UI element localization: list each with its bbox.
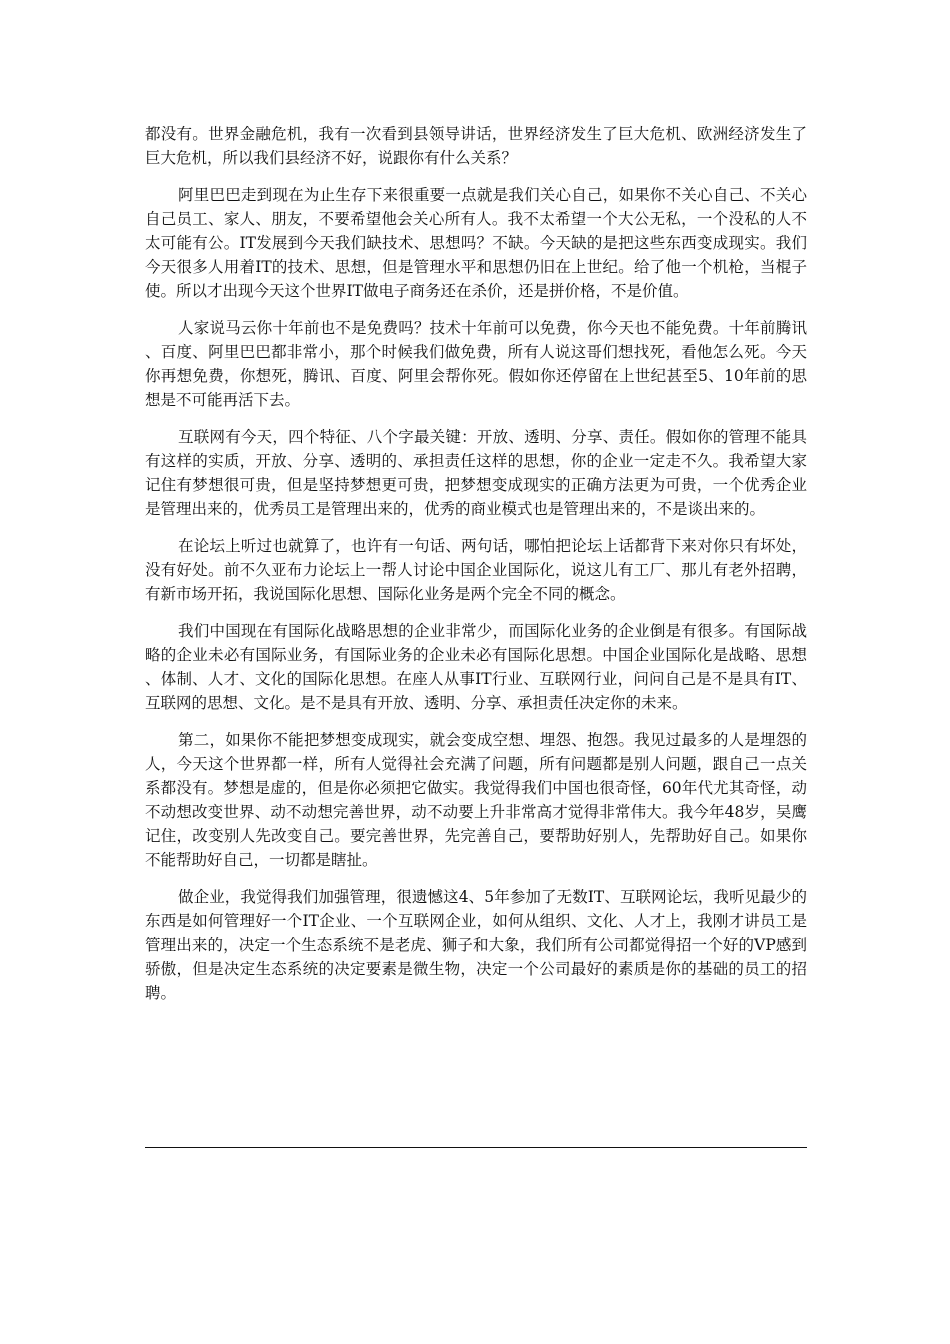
bottom-divider: [145, 1147, 807, 1148]
paragraph: 在论坛上听过也就算了，也许有一句话、两句话，哪怕把论坛上话都背下来对你只有坏处，没有好处。前不久亚布力论坛上一帮人讨论中国企业国际化，说这儿有工厂、那儿有老外招聘，有新市场开拓，我说国际化思想、国际化业务是两个完全不同的概念。: [145, 537, 807, 603]
document-body: [145, 122, 807, 1018]
paragraph: 做企业，我觉得我们加强管理，很遗憾这4、5年参加了无数IT、互联网论坛，我听见最少的东西是如何管理好一个IT企业、一个互联网企业，如何从组织、文化、人才上，我刚才讲员工是管理出来的，决定一个生态系统不是老虎、狮子和大象，我们所有公司都觉得招一个好的VP感到骄傲，但是决定生态系统的决定要素是微生物，决定一个公司最好的素质是你的基础的员工的招聘。: [145, 888, 807, 1002]
paragraph: 互联网有今天，四个特征、八个字最关键：开放、透明、分享、责任。假如你的管理不能具有这样的实质，开放、分享、透明的、承担责任这样的思想，你的企业一定走不久。我希望大家记住有梦想很可贵，但是坚持梦想更可贵，把梦想变成现实的正确方法更为可贵，一个优秀企业是管理出来的，优秀员工是管理出来的，优秀的商业模式也是管理出来的，不是谈出来的。: [145, 428, 807, 518]
paragraph: 我们中国现在有国际化战略思想的企业非常少，而国际化业务的企业倒是有很多。有国际战略的企业未必有国际业务，有国际业务的企业未必有国际化思想。中国企业国际化是战略、思想、体制、人才、文化的国际化思想。在座人从事IT行业、互联网行业，问问自己是不是具有IT、互联网的思想、文化。是不是具有开放、透明、分享、承担责任决定你的未来。: [145, 622, 807, 712]
paragraph: 阿里巴巴走到现在为止生存下来很重要一点就是我们关心自己，如果你不关心自己、不关心自己员工、家人、朋友，不要希望他会关心所有人。我不太希望一个大公无私，一个没私的人不太可能有公。IT发展到今天我们缺技术、思想吗？不缺。今天缺的是把这些东西变成现实。我们今天很多人用着IT的技术、思想，但是管理水平和思想仍旧在上世纪。给了他一个机枪，当棍子使。所以才出现今天这个世界IT做电子商务还在杀价，还是拼价格，不是价值。: [145, 186, 807, 300]
paragraph: 人家说马云你十年前也不是免费吗？技术十年前可以免费，你今天也不能免费。十年前腾讯、百度、阿里巴巴都非常小，那个时候我们做免费，所有人说这哥们想找死，看他怎么死。今天你再想免费，你想死，腾讯、百度、阿里会帮你死。假如你还停留在上世纪甚至5、10年前的思想是不可能再活下去。: [145, 319, 807, 409]
paragraph-continued: 都没有。世界金融危机，我有一次看到县领导讲话，世界经济发生了巨大危机、欧洲经济发生了巨大危机，所以我们县经济不好，说跟你有什么关系？: [145, 125, 807, 167]
paragraph: 第二，如果你不能把梦想变成现实，就会变成空想、埋怨、抱怨。我见过最多的人是埋怨的人，今天这个世界都一样，所有人觉得社会充满了问题，所有问题都是别人问题，跟自己一点关系都没有。梦想是虚的，但是你必须把它做实。我觉得我们中国也很奇怪，60年代尤其奇怪，动不动想改变世界、动不动想完善世界，动不动要上升非常高才觉得非常伟大。我今年48岁，吴鹰记住，改变别人先改变自己。要完善世界，先完善自己，要帮助好别人，先帮助好自己。如果你不能帮助好自己，一切都是瞎扯。: [145, 731, 807, 869]
